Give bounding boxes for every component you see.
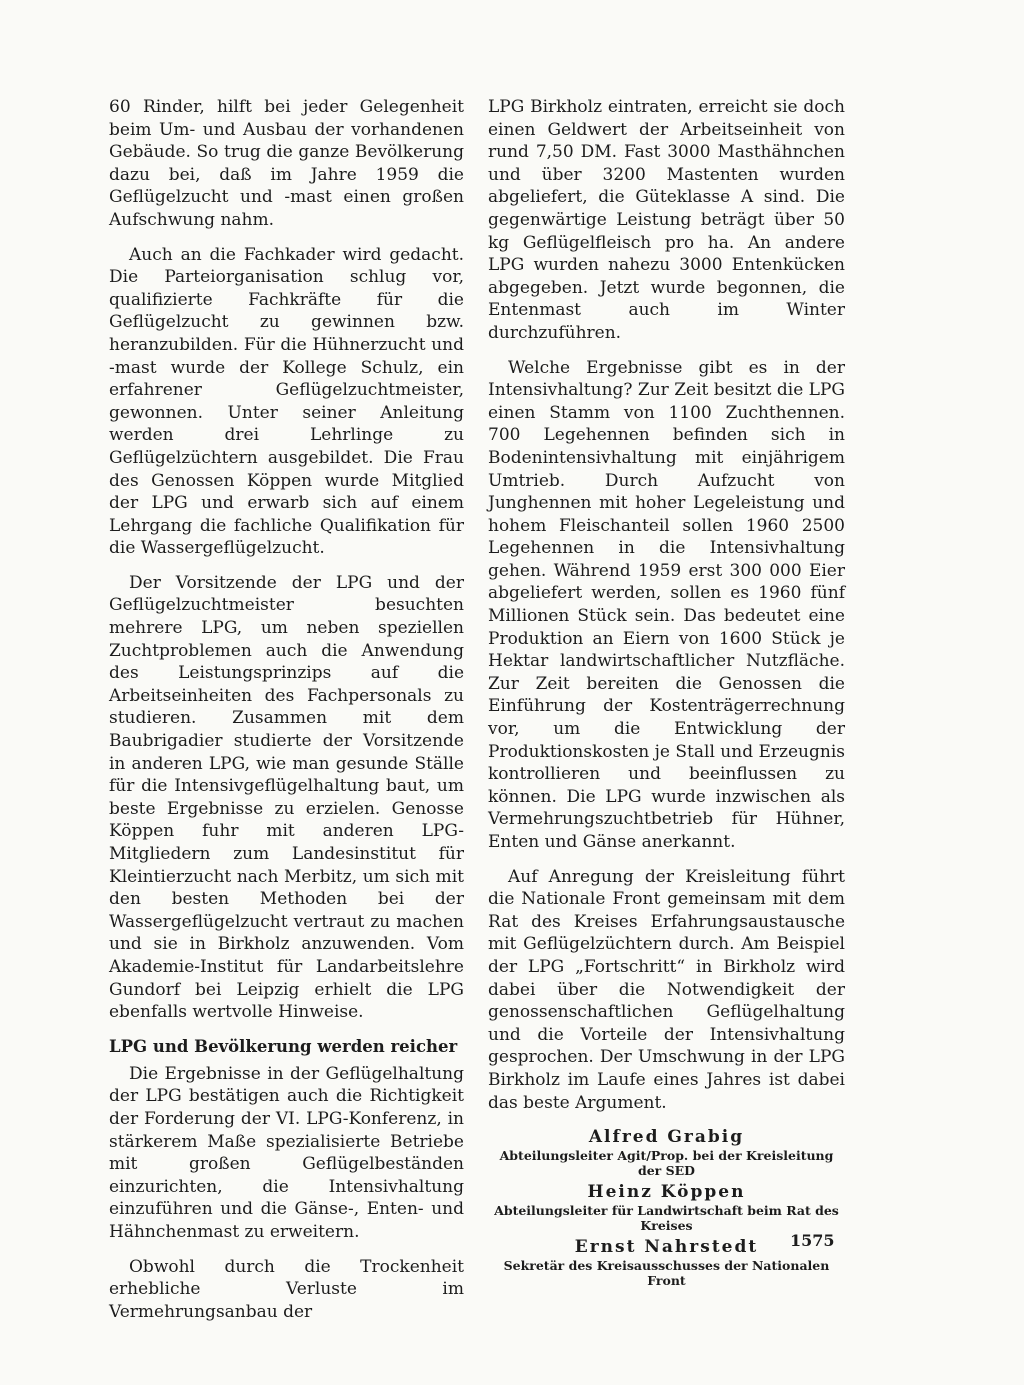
left-column (109, 96, 464, 1335)
paragraph: Die Ergebnisse in der Geflügelhaltung der LPG bestätigen auch die Richtigkeit der Forderung der VI. LPG-Konferenz, in stärkerem Maße spezialisierte Betriebe mit großen Geflügelbeständen einzurichten, die Intensivhaltung einzuführen und die Gänse-, Enten- und Hähnchenmast zu erweitern. (109, 1063, 464, 1242)
signature (488, 1181, 845, 1233)
author-role: Abteilungsleiter für Landwirtschaft beim Rat des Kreises (494, 1203, 839, 1234)
paragraph: 60 Rinder, hilft bei jeder Gelegenheit beim Um- und Ausbau der vorhandenen Gebäude. So trug die ganze Bevölkerung dazu bei, daß im Jahre 1959 die Geflügelzucht und -mast einen großen Aufschwung nahm. (109, 97, 464, 230)
signature-block (488, 1126, 845, 1288)
paragraph: LPG Birkholz eintraten, erreicht sie doch einen Geldwert der Arbeitseinheit von rund 7,50 DM. Fast 3000 Masthähnchen und über 3200 Mastenten wurden abgeliefert, die Güteklasse A sind. Die gegenwärtige Leistung beträgt über 50 kg Geflügelfleisch pro ha. An andere LPG wurden nahezu 3000 Entenkücken abgegeben. Jetzt wurde begonnen, die Entenmast auch im Winter durchzuführen. (488, 97, 845, 343)
paragraph: Auch an die Fachkader wird gedacht. Die Parteiorganisation schlug vor, qualifizierte Fachkräfte für die Geflügelzucht zu gewinnen bzw. heranzubilden. Für die Hühnerzucht und -mast wurde der Kollege Schulz, ein erfahrener Geflügelzuchtmeister, gewonnen. Unter seiner Anleitung werden drei Lehrlinge zu Geflügelzüchtern ausgebildet. Die Frau des Genossen Köppen wurde Mitglied der LPG und erwarb sich auf einem Lehrgang die fachliche Qualifikation für die Wassergeflügelzucht. (109, 244, 464, 559)
right-column (488, 96, 845, 1291)
page-number: 1575 (790, 1231, 835, 1250)
paragraph: Welche Ergebnisse gibt es in der Intensivhaltung? Zur Zeit besitzt die LPG einen Stamm von 1100 Zuchthennen. 700 Legehennen befinden sich in Bodenintensivhaltung mit einjährigem Umtrieb. Durch Aufzucht von Junghennen mit hoher Legeleistung und hohem Fleischanteil sollen 1960 2500 Legehennen in die Intensivhaltung gehen. Während 1959 erst 300 000 Eier abgeliefert werden, sollen es 1960 fünf Millionen Stück sein. Das bedeutet eine Produktion an Eiern von 1600 Stück je Hektar landwirtschaftlicher Nutzfläche. Zur Zeit bereiten die Genossen die Einführung der Kostenträgerrechnung vor, um die Entwicklung der Produktionskosten je Stall und Erzeugnis kontrollieren und beeinflussen zu können. Die LPG wurde inzwischen als Vermehrungszuchtbetrieb für Hühner, Enten und Gänse anerkannt. (488, 357, 845, 852)
paragraph: Auf Anregung der Kreisleitung führt die Nationale Front gemeinsam mit dem Rat des Kreises Erfahrungsaustausche mit Geflügelzüchtern durch. Am Beispiel der LPG „Fortschritt“ in Birkholz wird dabei über die Notwendigkeit der genossenschaftlichen Geflügelhaltung und die Vorteile der Intensivhaltung gesprochen. Der Umschwung in der LPG Birkholz im Laufe eines Jahres ist dabei das beste Argument. (488, 866, 845, 1113)
paragraph: Obwohl durch die Trockenheit erhebliche Verluste im Vermehrungsanbau der (109, 1256, 464, 1322)
author-role: Abteilungsleiter Agit/Prop. bei der Kreisleitung der SED (499, 1148, 834, 1179)
signature (488, 1126, 845, 1178)
section-heading: LPG und Bevölkerung werden reicher (109, 1036, 458, 1056)
author-name: Alfred Grabig (588, 1127, 745, 1148)
paragraph: Der Vorsitzende der LPG und der Geflügelzuchtmeister besuchten mehrere LPG, um neben speziellen Zuchtproblemen auch die Anwendung des Leistungsprinzips auf die Arbeitseinheiten des Fachpersonals zu studieren. Zusammen mit dem Baubrigadier studierte der Vorsitzende in anderen LPG, wie man gesunde Ställe für die Intensivgeflügelhaltung baut, um beste Ergebnisse zu erzielen. Genosse Köppen fuhr mit anderen LPG-Mitgliedern zum Landesinstitut für Kleintierzucht nach Merbitz, um sich mit den besten Methoden bei der Wassergeflügelzucht vertraut zu machen und sie in Birkholz anzuwenden. Vom Akademie-Institut für Landarbeitslehre Gundorf bei Leipzig erhielt die LPG ebenfalls wertvolle Hinweise. (109, 572, 464, 1023)
author-name: Heinz Köppen (587, 1182, 746, 1203)
author-name: Ernst Nahrstedt (574, 1237, 759, 1258)
author-role: Sekretär des Kreisausschusses der Nationalen Front (503, 1258, 830, 1289)
